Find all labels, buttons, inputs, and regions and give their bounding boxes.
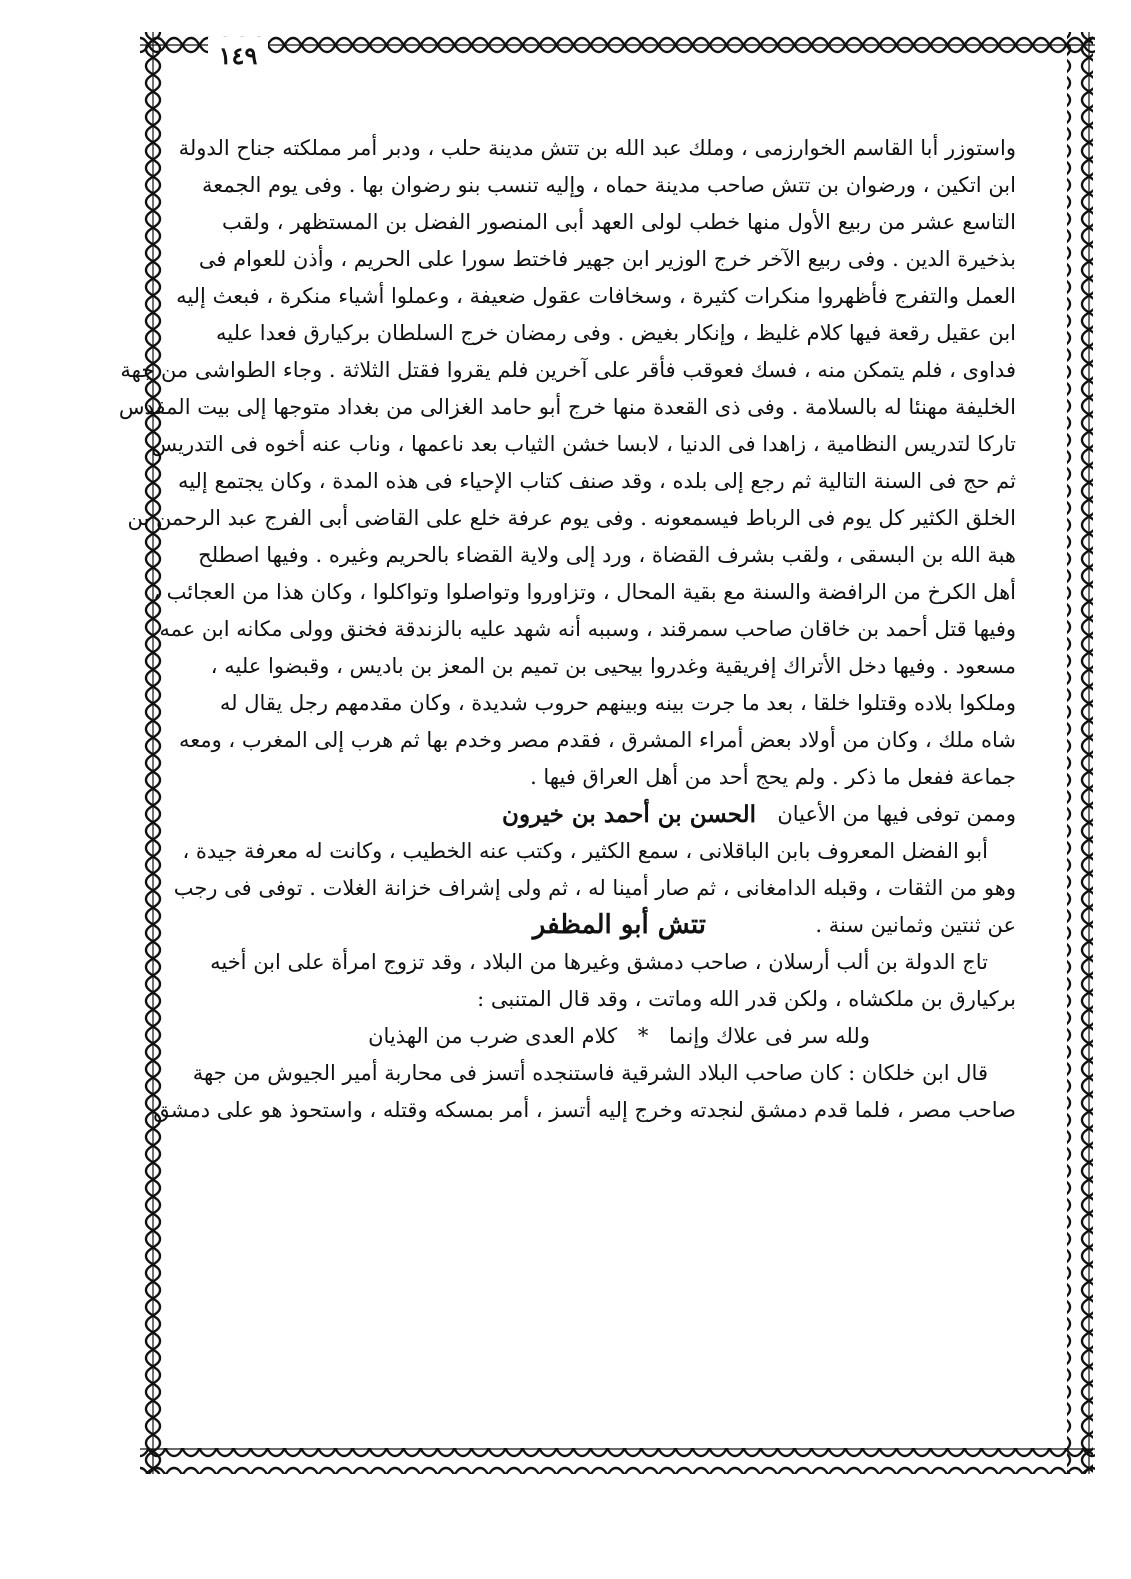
text-line: أبو الفضل المعروف بابن الباقلانى ، سمع الكثير ، وكتب عنه الخطيب ، وكانت له معرفة جيدة ، (182, 839, 988, 863)
text-line: قال ابن خلكان : كان صاحب البلاد الشرقية فاستنجده أتسز فى محاربة أمير الجيوش من جهة (192, 1061, 988, 1085)
heading-lead: وممن توفى فيها من الأعيان (777, 802, 1016, 826)
paragraph-obituary-2 (210, 944, 1016, 1018)
paragraph-quote (153, 1055, 1016, 1129)
verse-first-hemistich: ولله سر فى علاك وإنما (669, 1024, 870, 1048)
verse-second-hemistich: كلام العدى ضرب من الهذيان (368, 1024, 618, 1048)
text-line: ثم حج فى السنة التالية ثم رجع إلى بلده ، وقد صنف كتاب الإحياء فى هذه المدة ، وكان يجتمع إليه (177, 469, 1016, 493)
text-line: فداوى ، فلم يتمكن منه ، فسك فعوقب فأقر على آخرين فلم يقروا فقتل الثلاثة . وجاء الطواشى من جهة (120, 358, 1016, 382)
text-line: تاج الدولة بن ألب أرسلان ، صاحب دمشق وغيرها من البلاد ، وقد تزوج امرأة على ابن أخيه (210, 950, 988, 974)
text-line: وملكوا بلاده وقتلوا خلقا ، بعد ما جرت بينه وبينهم حروب شديدة ، وكان مقدمهم رجل يقال له (219, 691, 1016, 715)
verse-separator: * (637, 1024, 649, 1048)
text-line: مسعود . وفيها دخل الأتراك إفريقية وغدروا بيحيى بن تميم بن المعز بن باديس ، وقبضوا عليه ، (210, 654, 1016, 678)
text-line: أهل الكرخ من الرافضة والسنة مع بقية المحال ، وتزاوروا وتواصلوا وتواكلوا ، وكان هذا من العجائب ، (153, 580, 1016, 604)
text-line: الخليفة مهنئا له بالسلامة . وفى ذى القعدة منها خرج أبو حامد الغزالى من بغداد متوجها إلى بيت المقدس (118, 395, 1016, 419)
text-line: صاحب مصر ، فلما قدم دمشق لنجدته وخرج إليه أتسز ، أمر بمسكه وقتله ، واستحوذ هو على دمشق (153, 1098, 1016, 1122)
paragraph-events (118, 130, 1016, 796)
text-line: تاركا لتدريس النظامية ، زاهدا فى الدنيا ، لابسا خشن الثياب بعد ناعمها ، وناب عنه أخوه فى التدريس (151, 432, 1016, 456)
text-line: الخلق الكثير كل يوم فى الرباط فيسمعونه . وفى يوم عرفة خلع على القاضى أبى الفرج عبد الرحمن بن (127, 506, 1016, 530)
text-line: هبة الله بن البسقى ، ولقب بشرف القضاة ، ورد إلى ولاية القضاء بالحريم وغيره . وفيها اصطلح (198, 543, 1016, 567)
text-line: بركيارق بن ملكشاه ، ولكن قدر الله وماتت ، وقد قال المتنبى : (477, 987, 1016, 1011)
paragraph-obituary-1 (173, 833, 1016, 907)
text-line: بذخيرة الدين . وفى ربيع الآخر خرج الوزير ابن جهير فاختط سورا على الحريم ، وأذن للعوام فى (198, 247, 1016, 271)
text-line: وفيها قتل أحمد بن خاقان صاحب سمرقند ، وسببه أنه شهد عليه بالزندقة فخنق وولى مكانه ابن عمه (159, 617, 1016, 641)
person-name: تتش أبو المظفر (532, 910, 706, 940)
main-text (118, 130, 1016, 1129)
text-line: العمل والتفرج فأظهروا منكرات كثيرة ، وسخافات عقول ضعيفة ، وعملوا أشياء منكرة ، فبعث إليه (176, 284, 1016, 308)
obituary-heading-1 (222, 796, 1016, 833)
person-name: الحسن بن أحمد بن خيرون (502, 801, 756, 828)
poetry-verse (222, 1018, 1016, 1055)
text-line: ابن عقيل رقعة فيها كلام غليظ ، وإنكار بغيض . وفى رمضان خرج السلطان بركيارق فعدا عليه (216, 321, 1016, 345)
text-line: التاسع عشر من ربيع الأول منها خطب لولى العهد أبى المنصور الفضل بن المستظهر ، ولقب (222, 210, 1016, 234)
text-line: وهو من الثقات ، وقبله الدامغانى ، ثم صار أمينا له ، ثم ولى إشراف خزانة الغلات . توفى فى رجب (173, 876, 1016, 900)
page-number: ١٤٩ (208, 37, 268, 75)
heading-lead: عن ثنتين وثمانين سنة . (815, 913, 1016, 937)
text-line: ابن اتكين ، ورضوان بن تتش صاحب مدينة حماه ، وإليه تنسب بنو رضوان بها . وفى يوم الجمعة (202, 173, 1016, 197)
text-line: شاه ملك ، وكان من أولاد بعض أمراء المشرق ، فقدم مصر وخدم بها ثم هرب إلى المغرب ، ومعه (178, 728, 1016, 752)
text-line: جماعة ففعل ما ذكر . ولم يحج أحد من أهل العراق فيها . (530, 765, 1016, 789)
obituary-heading-2 (222, 907, 1016, 944)
text-line: واستوزر أبا القاسم الخوارزمى ، وملك عبد الله بن تتش مدينة حلب ، ودبر أمر مملكته جناح الدولة (178, 136, 1016, 160)
